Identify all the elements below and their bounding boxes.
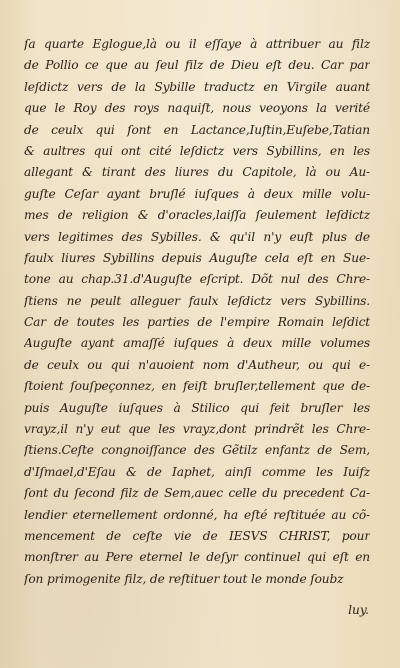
body-text [24,34,370,590]
text-line: tone au chap.31.d'Auguſte eſcript. Dõt nul des Chre- [24,272,370,287]
text-line: ſtiens.Ceſte congnoiſſance des Gẽtilz enfantz de Sem, [24,443,370,458]
text-line: monſtrer au Pere eternel le deſyr continuel qui eſt en [24,550,370,565]
text-line: faulx liures Sybillins depuis Auguſte cela eſt en Sue- [24,250,370,265]
text-line: leſdictz vers de la Sybille traductz en Virgile auant [24,79,370,94]
catchword: luy. [348,603,369,617]
text-line: d'Iſmael,d'Eſau & de Iaphet, ainſi comme les Iuifz [24,464,370,479]
text-line: vers legitimes des Sybilles. & qu'il n'y euſt plus de [24,229,370,244]
text-line: Car de toutes les parties de l'empire Romain leſdict [24,315,370,330]
text-line: mencement de ceſte vie de IESVS CHRIST, pour [24,528,370,543]
text-line: vrayz,il n'y eut que les vrayz,dont prindrẽt les Chre- [24,422,370,437]
text-line: guſte Ceſar ayant bruſlé iuſques à deux mille volu- [24,186,370,201]
text-line: ſtiens ne peult alleguer faulx leſdictz vers Sybillins. [24,293,370,308]
text-line: ſtoient ſouſpeçonnez, en feiſt bruſler,tellement que de- [24,379,370,394]
text-line: Auguſte ayant amaſſé iuſques à deux mille volumes [24,336,370,351]
text-line: & aultres qui ont cité leſdictz vers Sybillins, en les [24,143,370,158]
text-line: ſon primogenite filz, de reſtituer tout le monde ſoubz [24,571,344,586]
text-line: que le Roy des roys naquiſt, nous veoyons la verité [24,101,370,116]
text-line: allegant & tirant des liures du Capitole, là ou Au- [24,165,370,180]
text-line: de Pollio ce que au ſeul filz de Dieu eſt deu. Car par [24,58,370,73]
text-line: puis Auguſte iuſques à Stilico qui feit bruſler les [24,400,370,415]
text-line: lendier eternellement ordonné, ha eſté reſtituée au cõ- [24,507,370,522]
text-line: mes de religion & d'oracles,laiſſa ſeulement leſdictz [24,208,370,223]
text-line: de ceulx qui ſont en Lactance,Iuſtin,Euſebe,Tatian [24,122,370,137]
text-line: ſont du ſecond filz de Sem,auec celle du precedent Ca- [24,486,370,501]
text-line: de ceulx ou qui n'auoient nom d'Autheur, ou qui e- [24,357,370,372]
text-line: ſa quarte Eglogue,là ou il eſſaye à attribuer au filz [24,37,370,51]
